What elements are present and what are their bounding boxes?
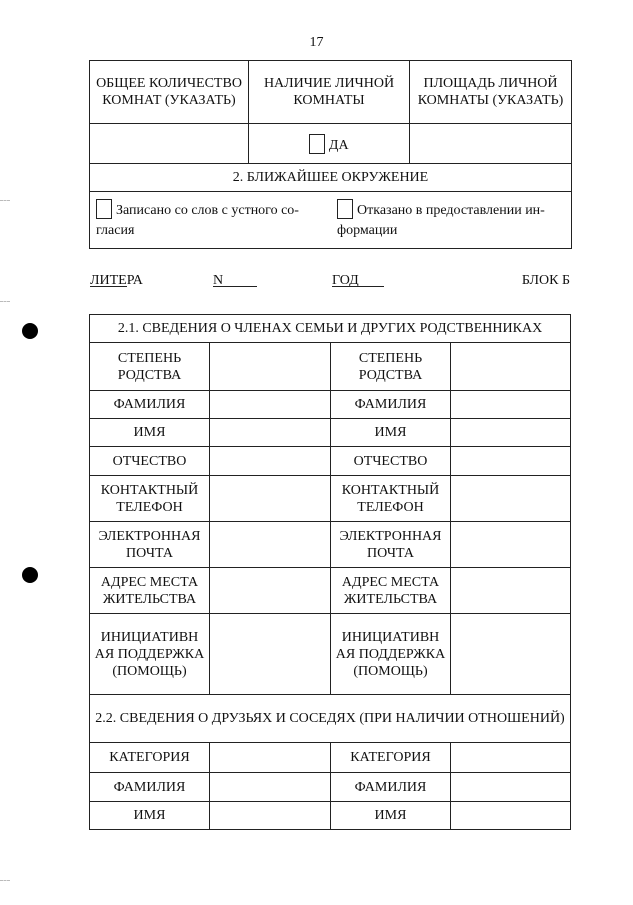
- value-field[interactable]: [451, 773, 571, 802]
- row-label: ЭЛЕКТРОННАЯ ПОЧТА: [90, 522, 210, 568]
- header-room-area: ПЛОЩАДЬ ЛИЧНОЙ КОМНАТЫ (УКАЗАТЬ): [410, 61, 572, 124]
- punch-hole: [22, 567, 38, 583]
- value-field[interactable]: [451, 343, 571, 391]
- value-field[interactable]: [451, 614, 571, 695]
- row-label: КАТЕГОРИЯ: [331, 743, 451, 773]
- living-conditions-table: [89, 60, 572, 249]
- margin-mark: [0, 880, 10, 881]
- row-label: ФАМИЛИЯ: [331, 773, 451, 802]
- consent-checkbox[interactable]: [96, 199, 112, 219]
- litera-blank[interactable]: [90, 273, 127, 287]
- value-field[interactable]: [210, 343, 331, 391]
- value-field[interactable]: [451, 476, 571, 522]
- row-label: ОТЧЕСТВО: [331, 447, 451, 476]
- value-field[interactable]: [451, 743, 571, 773]
- refusal-checkbox[interactable]: [337, 199, 353, 219]
- margin-mark: [0, 301, 10, 302]
- row-label: ФАМИЛИЯ: [90, 773, 210, 802]
- value-field[interactable]: [210, 568, 331, 614]
- value-field[interactable]: [210, 614, 331, 695]
- value-field[interactable]: [451, 391, 571, 419]
- value-field[interactable]: [210, 391, 331, 419]
- row-label: ФАМИЛИЯ: [90, 391, 210, 419]
- value-field[interactable]: [451, 802, 571, 830]
- yes-label: ДА: [328, 137, 349, 153]
- row-label: СТЕПЕНЬ РОДСТВА: [90, 343, 210, 391]
- row-label: ИМЯ: [90, 419, 210, 447]
- own-room-cell: [249, 124, 410, 164]
- row-label: ИНИЦИАТИВН АЯ ПОДДЕРЖКА (ПОМОЩЬ): [90, 614, 210, 695]
- consent-option: [90, 196, 331, 244]
- value-field[interactable]: [210, 743, 331, 773]
- row-label: ОТЧЕСТВО: [90, 447, 210, 476]
- margin-mark: [0, 200, 10, 201]
- value-field[interactable]: [210, 522, 331, 568]
- row-label: ИМЯ: [331, 419, 451, 447]
- row-label: СТЕПЕНЬ РОДСТВА: [331, 343, 451, 391]
- value-field[interactable]: [451, 447, 571, 476]
- yes-checkbox[interactable]: [309, 134, 325, 154]
- relatives-table: [89, 314, 571, 830]
- page-number: 17: [309, 35, 324, 50]
- section-title-family: 2.1. СВЕДЕНИЯ О ЧЛЕНАХ СЕМЬИ И ДРУГИХ РОДСТВЕННИКАХ: [90, 315, 571, 343]
- value-field[interactable]: [451, 522, 571, 568]
- refusal-label: Отказано в предоставлении ин-формации: [337, 203, 545, 238]
- value-field[interactable]: [210, 419, 331, 447]
- value-field[interactable]: [451, 419, 571, 447]
- row-label: АДРЕС МЕСТА ЖИТЕЛЬСТВА: [90, 568, 210, 614]
- value-field[interactable]: [210, 773, 331, 802]
- value-field[interactable]: [210, 802, 331, 830]
- section-title-environment: 2. БЛИЖАЙШЕЕ ОКРУЖЕНИЕ: [90, 164, 572, 192]
- row-label: КАТЕГОРИЯ: [90, 743, 210, 773]
- consent-label: Записано со слов с устного со-гласия: [96, 203, 299, 238]
- value-field[interactable]: [210, 476, 331, 522]
- punch-hole: [22, 323, 38, 339]
- block-label: БЛОК Б: [521, 273, 570, 288]
- refusal-option: [331, 196, 572, 244]
- row-label: ФАМИЛИЯ: [331, 391, 451, 419]
- n-blank[interactable]: [213, 273, 257, 287]
- header-own-room: НАЛИЧИЕ ЛИЧНОЙ КОМНАТЫ: [249, 61, 410, 124]
- row-label: ЭЛЕКТРОННАЯ ПОЧТА: [331, 522, 451, 568]
- row-label: КОНТАКТНЫЙ ТЕЛЕФОН: [331, 476, 451, 522]
- row-label: КОНТАКТНЫЙ ТЕЛЕФОН: [90, 476, 210, 522]
- year-blank[interactable]: [332, 273, 384, 287]
- room-area-field[interactable]: [410, 124, 572, 164]
- section-title-friends: 2.2. СВЕДЕНИЯ О ДРУЗЬЯХ И СОСЕДЯХ (ПРИ НАЛИЧИИ ОТНОШЕНИЙ): [90, 695, 571, 743]
- row-label: ИМЯ: [331, 802, 451, 830]
- info-row: ЛИТЕРА N ГОД БЛОК Б: [90, 273, 570, 288]
- value-field[interactable]: [210, 447, 331, 476]
- header-total-rooms: ОБЩЕЕ КОЛИЧЕСТВО КОМНАТ (УКАЗАТЬ): [90, 61, 249, 124]
- row-label: АДРЕС МЕСТА ЖИТЕЛЬСТВА: [331, 568, 451, 614]
- value-field[interactable]: [451, 568, 571, 614]
- row-label: ИМЯ: [90, 802, 210, 830]
- total-rooms-field[interactable]: [90, 124, 249, 164]
- row-label: ИНИЦИАТИВН АЯ ПОДДЕРЖКА (ПОМОЩЬ): [331, 614, 451, 695]
